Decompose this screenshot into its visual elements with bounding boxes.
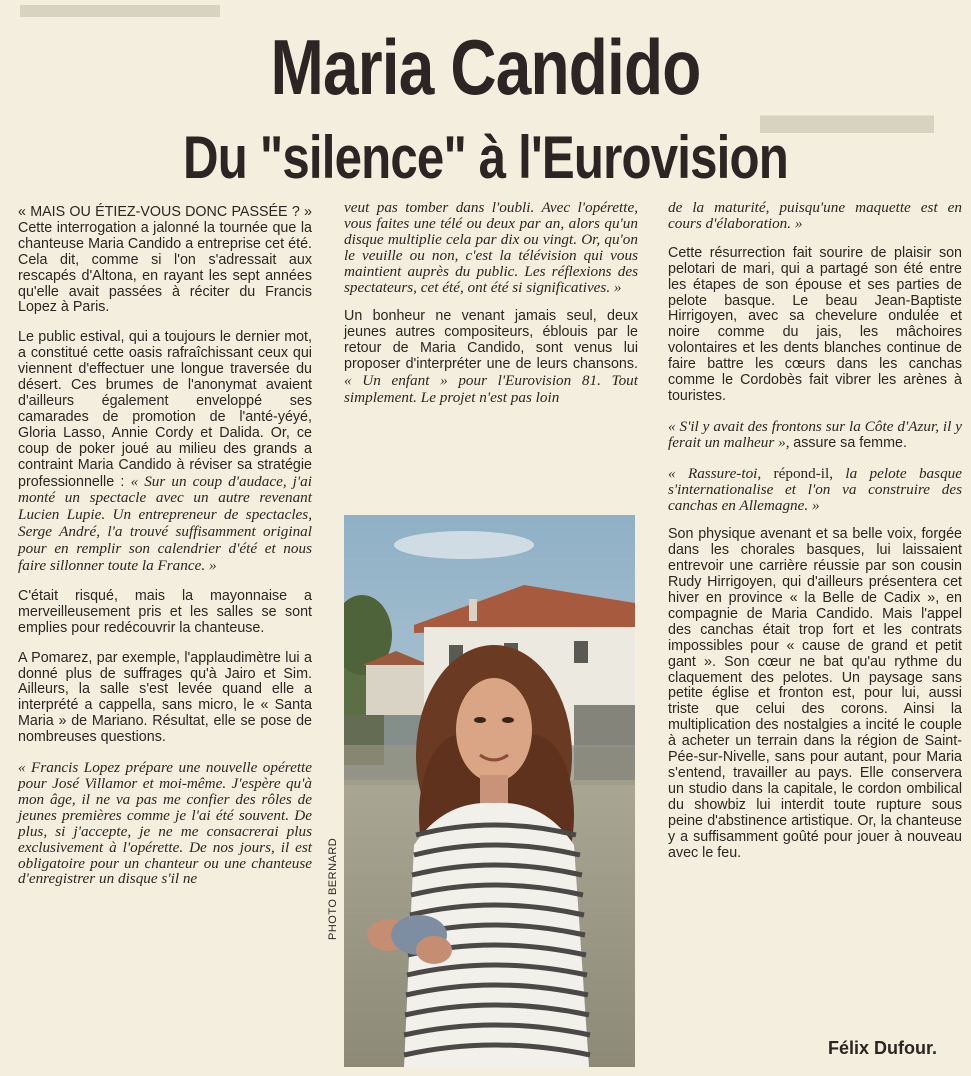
- paragraph: C'était risqué, mais la mayonnaise a merveilleusement pris et les salles se sont emplies pour redécouvrir la chanteuse.: [18, 587, 312, 636]
- paragraph: [344, 309, 638, 406]
- quote-paragraph: [668, 466, 962, 514]
- quote-text: la pelote basque s'internationalise et l'on va construire des canchas en Allemagne. »: [668, 464, 962, 514]
- article-photo: [344, 515, 635, 1067]
- paragraph-text: répond-il,: [773, 464, 834, 482]
- quote-text: « Rassure-toi,: [668, 464, 762, 482]
- quote-text: « Sur un coup d'audace, j'ai monté un spectacle avec un autre revenant Lucien Lupie. Un entrepreneur de spectacles, Serge André, l'a trouvé suffisamment original pour en remplir son calendrier d'été et nous faire sillonner toute la France. »: [18, 472, 312, 575]
- quote-paragraph: de la maturité, puisqu'une maquette est en cours d'élaboration. »: [668, 199, 962, 232]
- paragraph: Son physique avenant et sa belle voix, forgée dans les chorales basques, lui laissaient entrevoir une carrière réussie par son cousin Rudy Hirrigoyen, qui d'ailleurs présentera cet hiver en province « la Belle de Cadix », en compagnie de Maria Candido. Mais l'appel des canchas était trop fort et les contrats impossibles pour « cause de grand et petit gant ». Son cœur ne bat qu'au rythme du claquement des pelotes. Un paysage sans petite église et fronton est, pour lui, aussi triste que celui des corons. Ainsi la multiplication des nostalgies a incité le couple à acheter un terrain dans la région de Saint-Pée-sur-Nivelle, sans pour autant, pour Maria s'entend, travailler au pays. Elle conservera un studio dans la capitale, le cordon ombilical du showbiz lui interdit toute rupture sous peine d'abstinence artistique. Or, la chanteuse y a suffisamment goûté pour jouer à nouveau avec le feu.: [668, 526, 962, 861]
- headline-title: Maria Candido: [270, 23, 701, 111]
- bleed-through-texture: ▬▬▬: [760, 81, 934, 146]
- paragraph: [18, 330, 312, 575]
- paragraph-text: assure sa femme.: [793, 434, 907, 451]
- photo-woman-in-village-square: [344, 515, 635, 1067]
- paragraph-text: Le public estival, qui a toujours le dernier mot, a constitué cette oasis rafraîchissant ceux qui viennent d'effectuer une longue traversée du désert. Ces brumes de l'anonymat avaient d'ailleurs également enveloppé ses camarades de promotion de l'anté-yéyé, Gloria Lasso, Annie Cordy et Dalida. Or, ce coup de poker joué au milieu des grands a contraint Maria Candido à réviser sa stratégie professionnelle :: [18, 329, 312, 490]
- paragraph: Cette résurrection fait sourire de plaisir son pelotari de mari, qui a partagé son été entre les étapes de son épouse et ses parties de pelote basque. Le beau Jean-Baptiste Hirrigoyen, avec sa chevelure ondulée et noire comme du jais, les mâchoires volontaires et les dents blanches continue de faire battre les cœurs dans les canchas comme le Cordobès fait vibrer les arènes à touristes.: [668, 244, 962, 404]
- article-column-2: [344, 200, 638, 421]
- author-signature: Félix Dufour.: [827, 1038, 937, 1058]
- paragraph-text: Un bonheur ne venant jamais seul, deux jeunes autres compositeurs, éblouis par le retour de Maria Candido, sont venus lui proposer d'interpréter une de leurs chansons.: [344, 308, 638, 373]
- quote-paragraph: « Francis Lopez prépare une nouvelle opérette pour José Villamor et moi-même. J'espère qu'à mon âge, il ne va pas me confier des rôles de jeunes premières comme je l'ai été souvent. De plus, si j'accepte, je ne me consacrerai plus exclusivement à l'opérette. De nos jours, il est obligatoire pour un chanteur ou une chanteuse d'enregistrer un disque s'il ne: [18, 759, 312, 888]
- bleed-through-texture: ▬▬▬▬▬: [20, 0, 220, 26]
- photo-credit: PHOTO BERNARD: [327, 837, 339, 940]
- article-column-3: [668, 200, 962, 875]
- quote-paragraph: [668, 419, 962, 452]
- article-column-1: [18, 205, 312, 901]
- quote-text: « S'il y avait des frontons sur la Côte d'Azur, il y ferait un malheur »,: [668, 417, 962, 451]
- headline-subtitle: Du "silence" à l'Eurovision: [183, 124, 788, 191]
- quote-text: « Un enfant » pour l'Eurovision 81. Tout simplement. Le projet n'est pas loin: [344, 372, 638, 406]
- paragraph: A Pomarez, par exemple, l'applaudimètre lui a donné plus de suffrages qu'à Jairo et Sim. Ailleurs, la salle s'est levée quand elle a interprété a cappella, sans micro, le « Santa Maria » de Mariano. Résultat, elle se pose de nombreuses questions.: [18, 649, 312, 746]
- paragraph: « MAIS OU ÉTIEZ-VOUS DONC PASSÉE ? » Cette interrogation a jalonné la tournée que la chanteuse Maria Candido a entreprise cet été. Cela dit, comme si l'on s'adressait aux rescapés d'Altona, en rayant les sept années qu'elle avait passées à réciter du Francis Lopez à Paris.: [18, 204, 312, 316]
- quote-paragraph: veut pas tomber dans l'oubli. Avec l'opérette, vous faites une télé ou deux par an, alors qu'un disque multiplie cela par dix ou vingt. Or, qu'on le veuille ou non, c'est la télévision qui vous maintient auprès du public. Les réflexions des spectateurs, cet été, ont été si significatives. »: [344, 199, 638, 296]
